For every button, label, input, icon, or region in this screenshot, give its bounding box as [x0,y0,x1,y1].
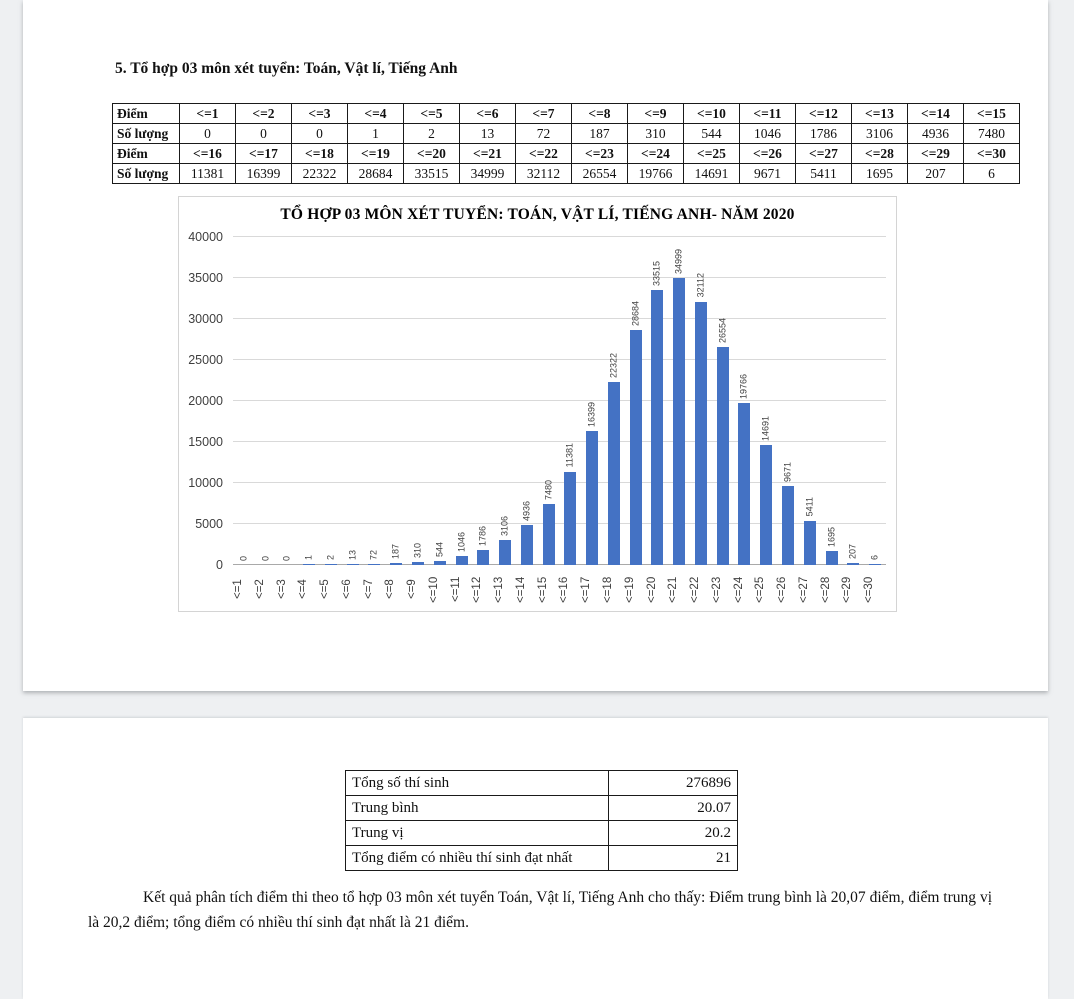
score-table-row [113,124,1020,144]
score-table-cell: 11381 [180,164,236,184]
score-table-cell: <=13 [852,104,908,124]
score-table-cell: 187 [572,124,628,144]
x-tick-label: <=6 [340,579,353,600]
x-tick-label: <=28 [819,576,832,603]
bar [564,472,576,565]
x-tick-label: <=29 [841,576,854,603]
bar-value-label: 0 [238,555,249,561]
bar-value-label: 310 [412,543,423,559]
score-table-cell: 4936 [908,124,964,144]
y-tick-label: 35000 [188,271,223,285]
score-table-cell: <=22 [516,144,572,164]
score-table-row-label: Số lượng [113,164,180,184]
bar-column [821,237,843,565]
bar-column [385,237,407,565]
score-table-cell: <=5 [404,104,460,124]
bar-value-label: 26554 [717,318,728,344]
bar-column [559,237,581,565]
bar-value-label: 544 [434,541,445,557]
bar-column [842,237,864,565]
bar-column [516,237,538,565]
score-table-cell: <=18 [292,144,348,164]
score-table-cell: <=10 [684,104,740,124]
document-page-2 [23,718,1048,999]
x-tick-label: <=24 [732,576,745,603]
bar-column [712,237,734,565]
bar [543,504,555,565]
score-table-cell: 34999 [460,164,516,184]
score-distribution-chart [178,196,897,612]
bar-column [668,237,690,565]
bar-column [581,237,603,565]
score-table-cell: <=16 [180,144,236,164]
bar-value-label: 0 [260,555,271,561]
bar-column [734,237,756,565]
bar-value-label: 14691 [760,415,771,441]
y-tick-label: 25000 [188,353,223,367]
bar [412,562,424,565]
score-table-row [113,144,1020,164]
x-tick-label: <=10 [427,576,440,603]
bar [717,347,729,565]
x-tick-label: <=18 [602,576,615,603]
summary-row-value: 20.2 [609,821,738,846]
score-frequency-table-body [113,104,1020,184]
bar [847,563,859,565]
summary-row-value: 21 [609,846,738,871]
score-table-cell: 2 [404,124,460,144]
summary-row-label: Tổng điểm có nhiều thí sinh đạt nhất [346,846,609,871]
x-tick-label: <=20 [645,576,658,603]
bar-column [690,237,712,565]
score-table-cell: <=27 [796,144,852,164]
score-table-cell: 9671 [740,164,796,184]
y-tick-label: 5000 [195,517,223,531]
score-table-row [113,104,1020,124]
bar-column [538,237,560,565]
bar-column [755,237,777,565]
bar [434,561,446,565]
bar-value-label: 1695 [826,527,837,548]
bar [826,551,838,565]
bar [368,564,380,565]
summary-row-value: 276896 [609,771,738,796]
score-table-cell: 5411 [796,164,852,184]
bar [869,564,881,565]
bar-value-label: 34999 [673,248,684,275]
score-table-cell: <=4 [348,104,404,124]
bar-value-label: 9671 [782,461,793,482]
score-table-cell: <=17 [236,144,292,164]
summary-row [346,796,738,821]
x-tick-label: <=7 [362,579,375,600]
score-table-cell: 544 [684,124,740,144]
score-table-cell: <=9 [628,104,684,124]
bar-value-label: 6 [869,554,880,560]
bar-value-label: 2 [325,554,336,560]
score-table-cell: <=1 [180,104,236,124]
x-tick-label: <=3 [275,579,288,600]
summary-row [346,771,738,796]
bar [499,540,511,565]
score-table-cell: <=6 [460,104,516,124]
bar-value-label: 19766 [738,373,749,399]
score-table-cell: 207 [908,164,964,184]
score-table-cell: 72 [516,124,572,144]
score-table-cell: 1786 [796,124,852,144]
score-table-cell: 1046 [740,124,796,144]
bar-value-label: 1 [303,554,314,560]
bar-column [472,237,494,565]
score-table-cell: 0 [180,124,236,144]
x-tick-label: <=11 [449,576,462,603]
conclusion-paragraph: Kết quả phân tích điểm thi theo tổ hợp 03 môn xét tuyển Toán, Vật lí, Tiếng Anh cho thấy: Điểm trung bình là 20,07 điểm, điểm trung vị là 20,2 điểm; tổng điểm có nhiều thí sinh đạt nhất là 21 điểm. [88,889,992,931]
x-tick-label: <=4 [297,579,310,600]
bar-value-label: 33515 [651,261,662,287]
bar [303,564,315,565]
bar [390,563,402,565]
bar-value-label: 1786 [477,526,488,547]
bar [325,564,337,565]
bar [586,431,598,565]
bar [782,486,794,565]
x-tick-label: <=13 [493,576,506,603]
bar [695,302,707,565]
x-tick-label: <=14 [514,576,527,603]
bar-value-label: 13 [347,549,358,560]
bar-column [864,237,886,565]
x-tick-label: <=9 [406,579,419,600]
bar [673,278,685,565]
chart-x-axis [233,568,886,611]
bar [804,521,816,565]
summary-row-label: Trung bình [346,796,609,821]
bar [608,382,620,565]
score-table-cell: 3106 [852,124,908,144]
bar-column [429,237,451,565]
score-table-cell: <=7 [516,104,572,124]
bar-column [407,237,429,565]
score-table-cell: <=29 [908,144,964,164]
x-tick-label: <=27 [797,576,810,603]
score-table-row-label: Điểm [113,104,180,124]
score-table-cell: <=11 [740,104,796,124]
score-table-row-label: Điểm [113,144,180,164]
x-tick-label: <=16 [558,576,571,603]
x-tick-label: <=30 [863,576,876,603]
bar [456,556,468,565]
score-table-cell: 6 [964,164,1020,184]
bar-value-label: 0 [281,555,292,561]
score-table-cell: <=25 [684,144,740,164]
score-table-cell: <=12 [796,104,852,124]
bar-value-label: 3106 [499,515,510,536]
score-table-cell: 16399 [236,164,292,184]
score-table-cell: <=21 [460,144,516,164]
score-table-cell: <=30 [964,144,1020,164]
bar-value-label: 7480 [543,479,554,500]
bar-value-label: 4936 [521,500,532,521]
score-table-cell: 0 [236,124,292,144]
x-tick-label: <=22 [689,576,702,603]
score-table-cell: 26554 [572,164,628,184]
bar [651,290,663,565]
x-tick-label: <=25 [754,576,767,603]
score-table-cell: 14691 [684,164,740,184]
score-table-cell: <=26 [740,144,796,164]
bar-series [233,237,886,565]
score-table-cell: 28684 [348,164,404,184]
score-table-cell: <=14 [908,104,964,124]
bar-column [799,237,821,565]
bar-value-label: 32112 [695,273,706,298]
score-table-cell: <=19 [348,144,404,164]
bar-column [777,237,799,565]
score-frequency-table [112,103,1020,184]
summary-row [346,846,738,871]
summary-row-value: 20.07 [609,796,738,821]
y-tick-label: 30000 [188,312,223,326]
x-tick-label: <=2 [253,579,266,600]
bar [347,564,359,565]
y-tick-label: 15000 [188,435,223,449]
x-tick-label: <=26 [776,576,789,603]
bar-column [320,237,342,565]
y-tick-label: 0 [216,558,223,572]
y-tick-label: 40000 [188,230,223,244]
chart-y-axis [179,230,227,572]
bar-column [233,237,255,565]
bar-value-label: 207 [847,544,858,560]
bar-column [625,237,647,565]
score-table-cell: <=3 [292,104,348,124]
bar-column [277,237,299,565]
x-tick-label: <=15 [536,576,549,603]
x-tick-label: <=19 [623,576,636,603]
chart-title: TỔ HỢP 03 MÔN XÉT TUYỂN: TOÁN, VẬT LÍ, TIẾNG ANH- NĂM 2020 [280,206,795,223]
bar [477,550,489,565]
plot-area [233,237,886,565]
summary-row-label: Trung vị [346,821,609,846]
bar-value-label: 72 [368,549,379,560]
score-table-cell: <=28 [852,144,908,164]
section-heading: 5. Tổ hợp 03 môn xét tuyển: Toán, Vật lí, Tiếng Anh [115,60,458,77]
bar-value-label: 22322 [608,352,619,378]
bar [630,330,642,565]
bar-column [603,237,625,565]
score-table-cell: 7480 [964,124,1020,144]
bar-value-label: 1046 [456,532,467,553]
score-table-cell: <=2 [236,104,292,124]
score-table-cell: <=23 [572,144,628,164]
bar-value-label: 187 [390,544,401,560]
bar-column [494,237,516,565]
bar-column [342,237,364,565]
x-tick-label: <=5 [319,579,332,600]
score-table-row [113,164,1020,184]
summary-row-label: Tổng số thí sinh [346,771,609,796]
bar-value-label: 11381 [564,443,575,468]
bar-value-label: 28684 [630,300,641,326]
bar [738,403,750,565]
bar [760,445,772,565]
score-table-cell: 32112 [516,164,572,184]
score-table-cell: 310 [628,124,684,144]
bar [521,525,533,565]
score-table-cell: 1695 [852,164,908,184]
bar-column [298,237,320,565]
y-tick-label: 20000 [188,394,223,408]
score-table-row-label: Số lượng [113,124,180,144]
bar-column [451,237,473,565]
score-table-cell: 1 [348,124,404,144]
y-tick-label: 10000 [188,476,223,490]
summary-statistics-table [345,770,738,871]
score-table-cell: <=20 [404,144,460,164]
summary-row [346,821,738,846]
x-tick-label: <=17 [580,576,593,603]
document-page-1 [23,0,1048,691]
summary-statistics-table-body [346,771,738,871]
score-table-cell: <=8 [572,104,628,124]
bar-column [647,237,669,565]
score-table-cell: <=24 [628,144,684,164]
score-table-cell: 0 [292,124,348,144]
score-table-cell: 22322 [292,164,348,184]
bar-value-label: 16399 [586,401,597,427]
score-table-cell: 13 [460,124,516,144]
x-tick-label: <=1 [232,579,244,600]
bar-column [255,237,277,565]
score-table-cell: 33515 [404,164,460,184]
score-table-cell: 19766 [628,164,684,184]
bar-value-label: 5411 [804,497,815,517]
bar-column [364,237,386,565]
x-tick-label: <=23 [710,576,723,603]
score-table-cell: <=15 [964,104,1020,124]
x-tick-label: <=8 [384,579,397,600]
x-tick-label: <=12 [471,576,484,603]
x-tick-label: <=21 [667,576,680,603]
